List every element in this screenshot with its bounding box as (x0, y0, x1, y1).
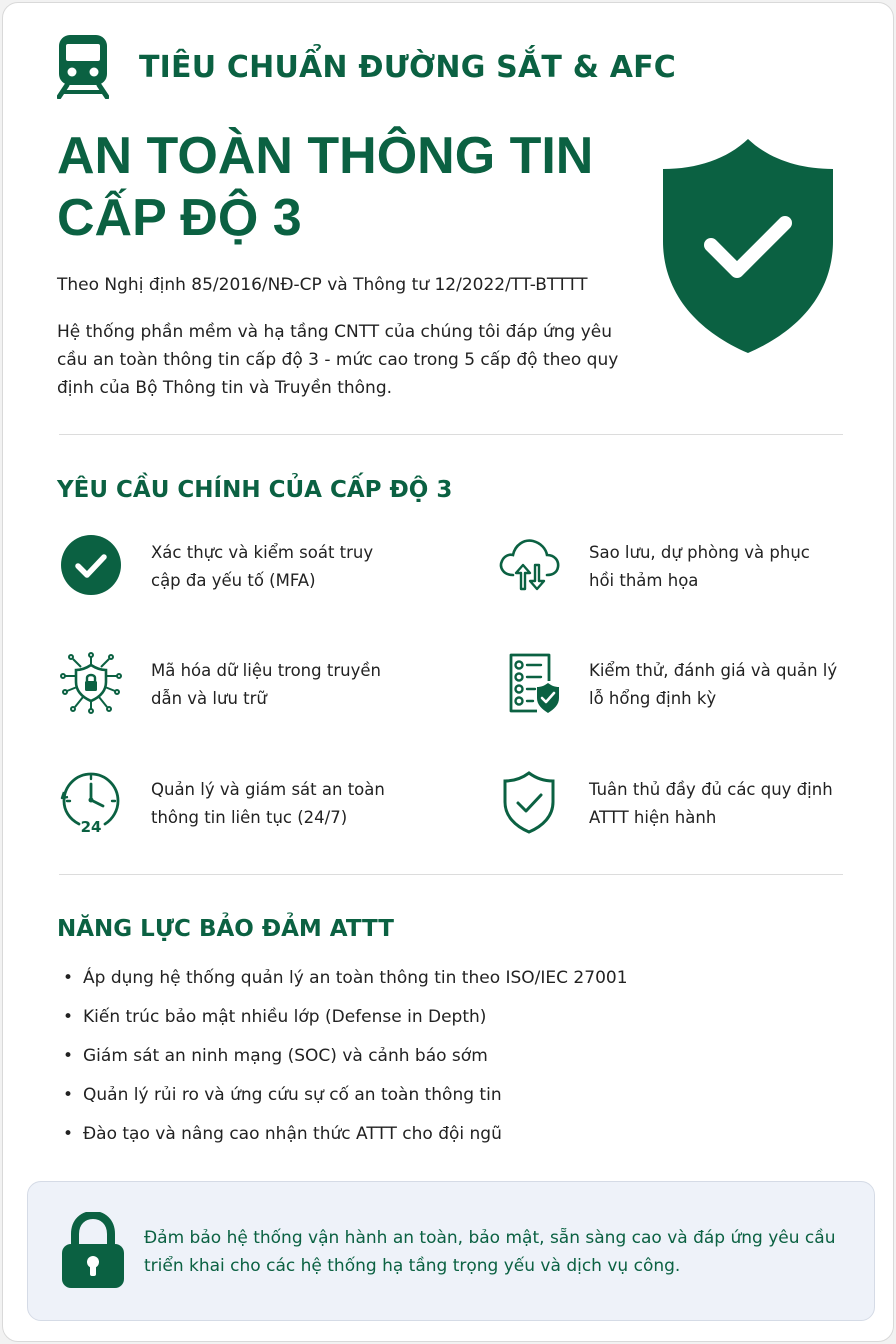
requirement-item (59, 533, 401, 597)
capabilities-heading: NĂNG LỰC BẢO ĐẢM ATTT (57, 916, 394, 942)
svg-text:24: 24 (80, 818, 102, 834)
train-icon (57, 35, 109, 99)
capability-text: Đào tạo và nâng cao nhận thức ATTT cho đội ngũ (83, 1124, 502, 1144)
requirement-text: Kiểm thử, đánh giá và quản lý lỗ hổng định kỳ (589, 661, 838, 708)
page-card (2, 2, 894, 1342)
list-item: • Giám sát an ninh mạng (SOC) và cảnh báo sớm (63, 1041, 843, 1080)
requirement-text: Mã hóa dữ liệu trong truyền dẫn và lưu trữ (151, 661, 381, 708)
list-item: • Kiến trúc bảo mật nhiều lớp (Defense in Depth) (63, 1002, 843, 1041)
page-title (57, 125, 657, 249)
requirement-item (497, 651, 839, 715)
note-text: Đảm bảo hệ thống vận hành an toàn, bảo mật, sẵn sàng cao và đáp ứng yêu cầu triển khai cho các hệ thống hạ tầng trọng yếu và dịch vụ công. (144, 1228, 836, 1276)
capability-text: Giám sát an ninh mạng (SOC) và cảnh báo sớm (83, 1046, 488, 1066)
clock-24-icon (59, 770, 123, 834)
title-line-1: AN TOÀN THÔNG TIN (57, 127, 594, 185)
circuit-lock-icon (59, 651, 123, 715)
shield-check-icon (497, 770, 561, 834)
requirement-text: Quản lý và giám sát an toàn thông tin liên tục (24/7) (151, 780, 385, 827)
brand-title: TIÊU CHUẨN ĐƯỜNG SẮT & AFC (139, 49, 677, 85)
requirement-text: Sao lưu, dự phòng và phục hồi thảm họa (589, 543, 810, 590)
capability-text: Quản lý rủi ro và ứng cứu sự cố an toàn thông tin (83, 1085, 502, 1105)
brand (57, 35, 676, 99)
divider (59, 434, 843, 435)
capability-text: Áp dụng hệ thống quản lý an toàn thông tin theo ISO/IEC 27001 (83, 968, 628, 988)
list-item: • Quản lý rủi ro và ứng cứu sự cố an toàn thông tin (63, 1080, 843, 1119)
requirements-heading: YÊU CẦU CHÍNH CỦA CẤP ĐỘ 3 (57, 477, 453, 503)
checklist-shield-icon (497, 651, 561, 715)
requirement-item (497, 533, 839, 597)
shield-check-large-icon (657, 137, 839, 355)
assurance-note (27, 1181, 875, 1321)
divider (59, 874, 843, 875)
check-circle-icon (59, 533, 123, 597)
intro-paragraph: Hệ thống phần mềm và hạ tầng CNTT của chúng tôi đáp ứng yêu cầu an toàn thông tin cấp độ 3 - mức cao trong 5 cấp độ theo quy định của Bộ Thông tin và Truyền thông. (57, 322, 619, 398)
requirement-text: Xác thực và kiểm soát truy cập đa yếu tố (MFA) (151, 543, 374, 590)
list-item: • Đào tạo và nâng cao nhận thức ATTT cho đội ngũ (63, 1119, 843, 1158)
cloud-sync-icon (497, 533, 561, 597)
padlock-icon (60, 1212, 126, 1290)
requirement-item (497, 770, 839, 834)
requirement-text: Tuân thủ đầy đủ các quy định ATTT hiện hành (589, 780, 833, 827)
capabilities-list (63, 963, 843, 1158)
title-line-2: CẤP ĐỘ 3 (57, 189, 302, 247)
regulation-subtitle: Theo Nghị định 85/2016/NĐ-CP và Thông tư 12/2022/TT-BTTTT (57, 275, 588, 295)
requirement-item (59, 651, 401, 715)
list-item: • Áp dụng hệ thống quản lý an toàn thông tin theo ISO/IEC 27001 (63, 963, 843, 1002)
capability-text: Kiến trúc bảo mật nhiều lớp (Defense in Depth) (83, 1007, 487, 1027)
requirement-item (59, 770, 401, 834)
